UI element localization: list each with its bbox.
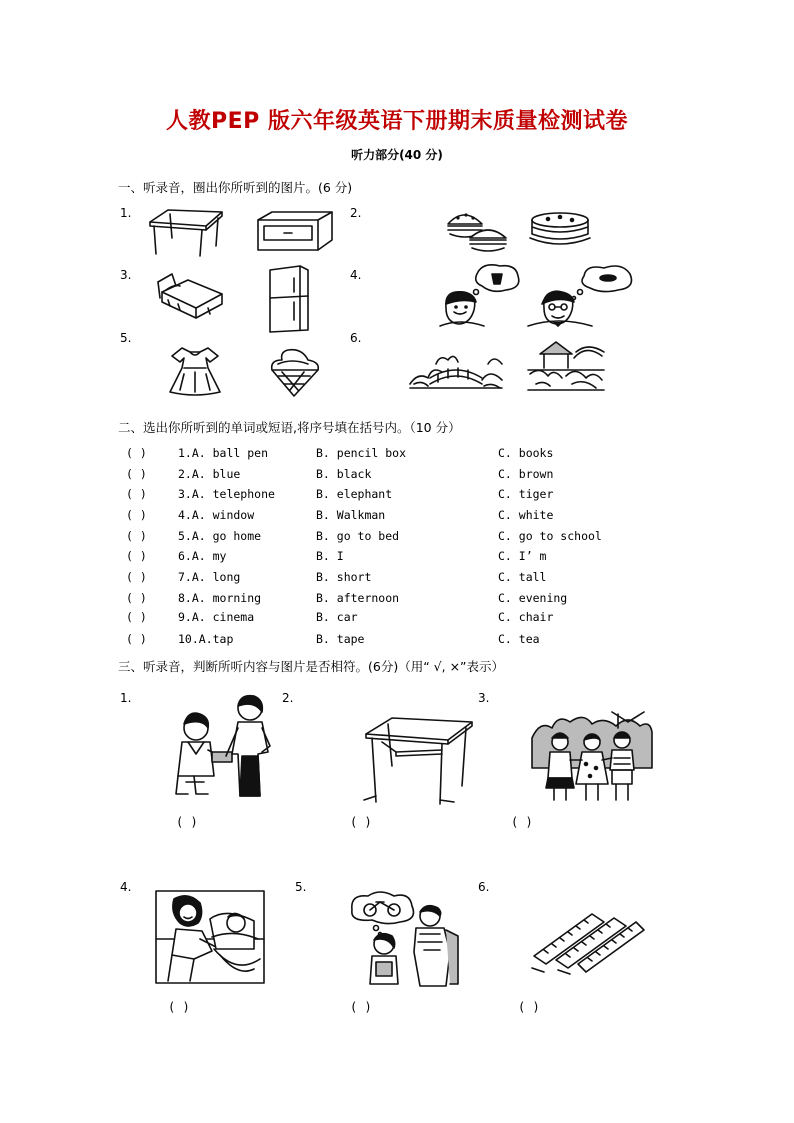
s3-q1-number: 1. <box>120 691 132 705</box>
hamburger-icon <box>444 208 510 252</box>
option-c: C. tea <box>498 632 540 646</box>
choice-row <box>126 467 646 485</box>
option-c: C. white <box>498 508 554 522</box>
option-a: 8.A. morning <box>178 591 262 605</box>
answer-bracket[interactable]: ( ) <box>126 570 147 584</box>
s3-q2-number: 2. <box>282 691 294 705</box>
option-b: B. black <box>316 467 372 481</box>
answer-bracket[interactable]: ( ) <box>126 549 147 563</box>
section1-heading: 一、听录音，圈出你所听到的图片。(6 分) <box>118 180 353 195</box>
option-b: B. tape <box>316 632 365 646</box>
option-c: C. evening <box>498 591 568 605</box>
table-icon <box>146 208 226 258</box>
choice-row <box>126 632 646 650</box>
answer-blank[interactable]: ( ) <box>350 1000 372 1014</box>
boy-thinking-icon <box>440 262 522 326</box>
answer-blank[interactable]: ( ) <box>511 815 533 829</box>
option-b: B. Walkman <box>316 508 386 522</box>
kids-thinking-bike-icon <box>346 890 470 986</box>
option-b: B. I <box>316 549 344 563</box>
option-c: C. chair <box>498 610 554 624</box>
option-b: B. afternoon <box>316 591 400 605</box>
answer-blank[interactable]: ( ) <box>168 1000 190 1014</box>
option-a: 7.A. long <box>178 570 241 584</box>
answer-blank[interactable]: ( ) <box>176 815 198 829</box>
option-c: C. I’ m <box>498 549 547 563</box>
option-b: B. car <box>316 610 358 624</box>
pavilion-park-icon <box>526 340 606 394</box>
option-c: C. books <box>498 446 554 460</box>
option-a: 5.A. go home <box>178 529 262 543</box>
option-b: B. elephant <box>316 487 393 501</box>
section3-heading: 三、听录音，判断所听内容与图片是否相符。(6分)（用“ √, ×”表示） <box>118 659 505 674</box>
s3-q5-number: 5. <box>295 880 307 894</box>
s3-q4-number: 4. <box>120 880 132 894</box>
choice-row <box>126 610 646 628</box>
answer-blank[interactable]: ( ) <box>350 815 372 829</box>
option-b: B. pencil box <box>316 446 407 460</box>
answer-bracket[interactable]: ( ) <box>126 610 147 624</box>
ice-cream-icon <box>268 346 322 398</box>
man-thinking-icon <box>528 262 638 326</box>
children-park-icon <box>532 708 652 804</box>
option-b: B. short <box>316 570 372 584</box>
option-c: C. tiger <box>498 487 554 501</box>
q1-number: 1. <box>120 206 132 220</box>
dress-icon <box>168 344 222 396</box>
option-a: 10.A.tap <box>178 632 234 646</box>
choice-row <box>126 487 646 505</box>
bridge-park-icon <box>408 344 504 392</box>
answer-bracket[interactable]: ( ) <box>126 632 147 646</box>
option-a: 1.A. ball pen <box>178 446 269 460</box>
desk-icon <box>254 210 334 252</box>
q5-number: 5. <box>120 331 132 345</box>
answer-bracket[interactable]: ( ) <box>126 529 147 543</box>
woman-giving-gift-icon <box>154 692 286 804</box>
q2-number: 2. <box>350 206 362 220</box>
fridge-icon <box>264 264 312 334</box>
desk-icon <box>362 716 474 804</box>
option-c: C. tall <box>498 570 547 584</box>
cake-icon <box>528 210 592 246</box>
option-b: B. go to bed <box>316 529 400 543</box>
option-c: C. go to school <box>498 529 602 543</box>
answer-bracket[interactable]: ( ) <box>126 487 147 501</box>
choice-row <box>126 570 646 588</box>
choice-row <box>126 508 646 526</box>
answer-blank[interactable]: ( ) <box>518 1000 540 1014</box>
s3-q6-number: 6. <box>478 880 490 894</box>
section2-heading: 二、选出你所听到的单词或短语,将序号填在括号内。（10 分） <box>118 420 461 435</box>
bed-icon <box>152 272 226 322</box>
page-title: 人教PEP 版六年级英语下册期末质量检测试卷 <box>166 109 628 134</box>
option-c: C. brown <box>498 467 554 481</box>
choice-row <box>126 549 646 567</box>
rulers-icon <box>530 908 646 974</box>
answer-bracket[interactable]: ( ) <box>126 446 147 460</box>
choice-row <box>126 591 646 609</box>
q3-number: 3. <box>120 268 132 282</box>
q6-number: 6. <box>350 331 362 345</box>
choice-row <box>126 446 646 464</box>
choice-row <box>126 529 646 547</box>
option-a: 4.A. window <box>178 508 255 522</box>
option-a: 9.A. cinema <box>178 610 255 624</box>
page-subtitle: 听力部分(40 分) <box>351 148 443 162</box>
answer-bracket[interactable]: ( ) <box>126 591 147 605</box>
mother-sick-girl-icon <box>154 889 266 985</box>
q4-number: 4. <box>350 268 362 282</box>
s3-q3-number: 3. <box>478 691 490 705</box>
option-a: 3.A. telephone <box>178 487 275 501</box>
option-a: 2.A. blue <box>178 467 241 481</box>
answer-bracket[interactable]: ( ) <box>126 508 147 522</box>
answer-bracket[interactable]: ( ) <box>126 467 147 481</box>
option-a: 6.A. my <box>178 549 227 563</box>
